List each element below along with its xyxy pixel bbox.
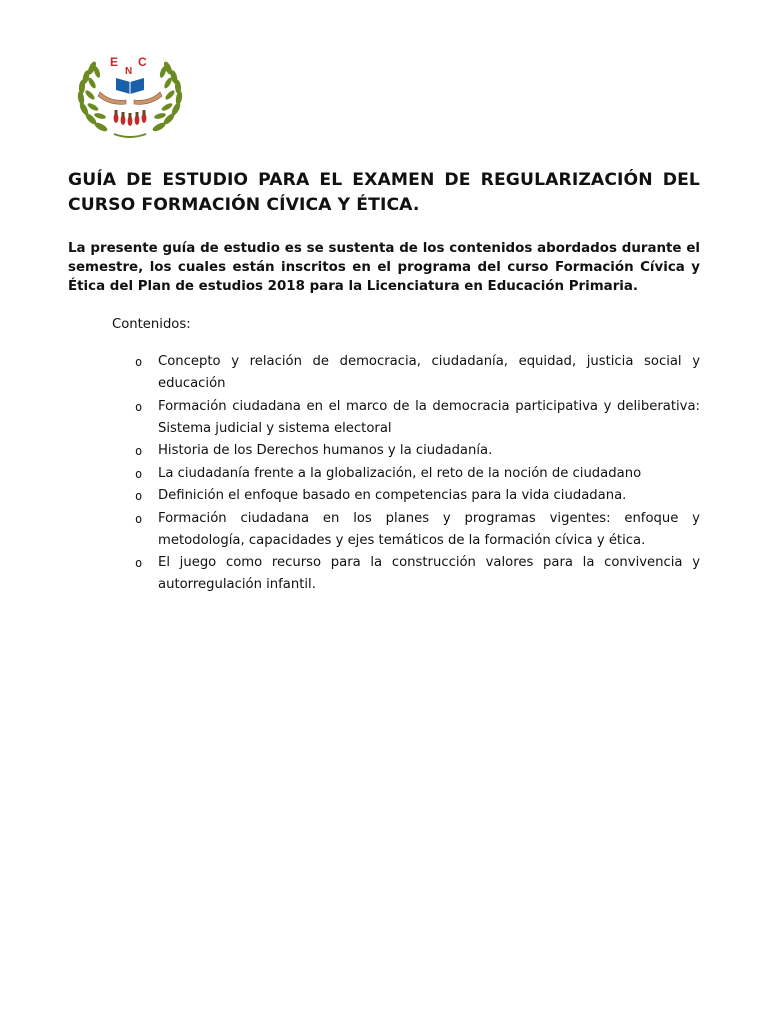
document-title: GUÍA DE ESTUDIO PARA EL EXAMEN DE REGULARIZACIÓN DEL CURSO FORMACIÓN CÍVICA Y ÉTICA. [68, 170, 700, 215]
list-item-text: La ciudadanía frente a la globalización, el reto de la noción de ciudadano [158, 465, 642, 481]
bullet-icon: o [135, 355, 143, 369]
bullet-icon: o [135, 511, 143, 526]
list-item-text: Definición el enfoque basado en competencias para la vida ciudadana. [158, 488, 627, 503]
list-item-text: Formación ciudadana en los planes y programas vigentes: enfoque y metodología, capacidades y ejes temáticos de la formación cívica y ética. [158, 510, 700, 548]
flames-icon [114, 110, 147, 126]
bullet-icon: o [135, 399, 143, 414]
institution-logo [70, 50, 190, 142]
list-item-text: Concepto y relación de democracia, ciudadanía, equidad, justicia social y educación [158, 354, 700, 391]
bullet-icon: o [135, 556, 143, 570]
list-item [130, 440, 700, 462]
book-icon [116, 78, 144, 94]
list-item-text: Historia de los Derechos humanos y la ciudadanía. [158, 443, 493, 458]
list-item-text: Formación ciudadana en el marco de la democracia participativa y deliberativa: Sistema judicial y sistema electoral [158, 398, 700, 436]
bullet-icon: o [135, 466, 143, 481]
list-item [130, 485, 700, 507]
svg-text:N: N [125, 66, 133, 77]
bullet-icon: o [135, 489, 143, 503]
list-item [130, 351, 700, 395]
logo-letters [110, 55, 147, 77]
list-item-text: El juego como recurso para la construcción valores para la convivencia y autorregulación infantil. [158, 555, 700, 592]
contents-list [130, 351, 700, 597]
list-item [130, 508, 700, 552]
list-item [130, 552, 700, 596]
contents-label: Contenidos: [112, 317, 191, 332]
list-item [130, 396, 700, 440]
bullet-icon: o [135, 444, 143, 458]
svg-text:E: E [110, 55, 119, 69]
intro-paragraph: La presente guía de estudio es se sustenta de los contenidos abordados durante el semestre, los cuales están inscritos en el programa del curso Formación Cívica y Ética del Plan de estudios 2018 para la Licenciatura en Educación Primaria. [68, 241, 700, 294]
svg-text:C: C [138, 55, 147, 69]
list-item [130, 463, 700, 485]
